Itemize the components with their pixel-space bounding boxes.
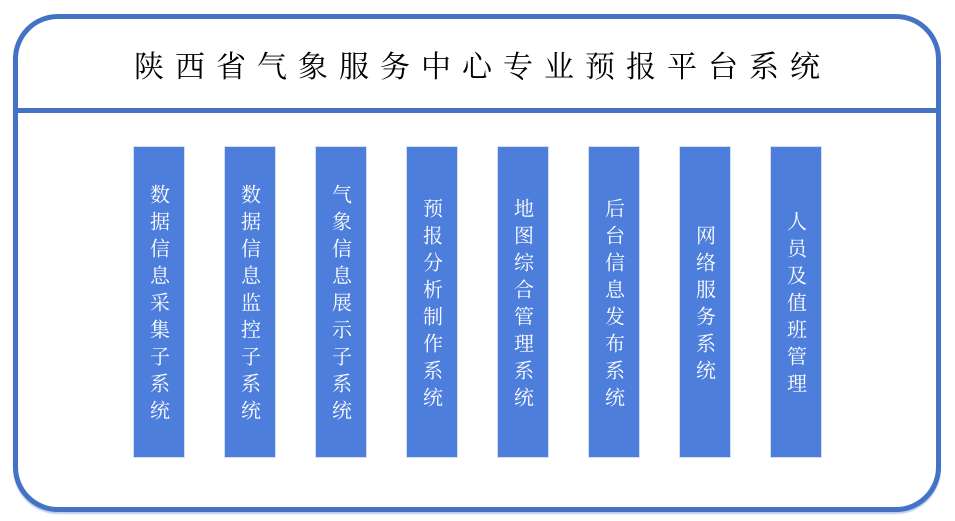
subsystem-bar-data-collection <box>134 147 184 457</box>
subsystem-bar-personnel-duty <box>771 147 821 457</box>
subsystem-label: 地图综合管理系统 <box>510 197 535 414</box>
subsystem-bar-map-management <box>498 147 548 457</box>
subsystem-bar-weather-display <box>316 147 366 457</box>
subsystem-label: 气象信息展示子系统 <box>328 184 353 427</box>
subsystem-bar-forecast-analysis <box>407 147 457 457</box>
subsystem-bar-data-monitoring <box>225 147 275 457</box>
subsystem-bar-network-service <box>680 147 730 457</box>
subsystem-label: 网络服务系统 <box>692 224 717 387</box>
subsystem-label: 数据信息采集子系统 <box>146 184 171 427</box>
system-frame <box>13 14 941 512</box>
subsystem-label: 人员及值班管理 <box>783 211 808 400</box>
subsystem-bars <box>18 147 936 457</box>
diagram-title: 陕西省气象服务中心专业预报平台系统 <box>134 49 831 85</box>
subsystem-label: 后台信息发布系统 <box>601 197 626 414</box>
subsystem-label: 预报分析制作系统 <box>419 197 444 414</box>
subsystem-label: 数据信息监控子系统 <box>237 184 262 427</box>
subsystem-bar-backend-publishing <box>589 147 639 457</box>
title-section <box>18 19 936 113</box>
